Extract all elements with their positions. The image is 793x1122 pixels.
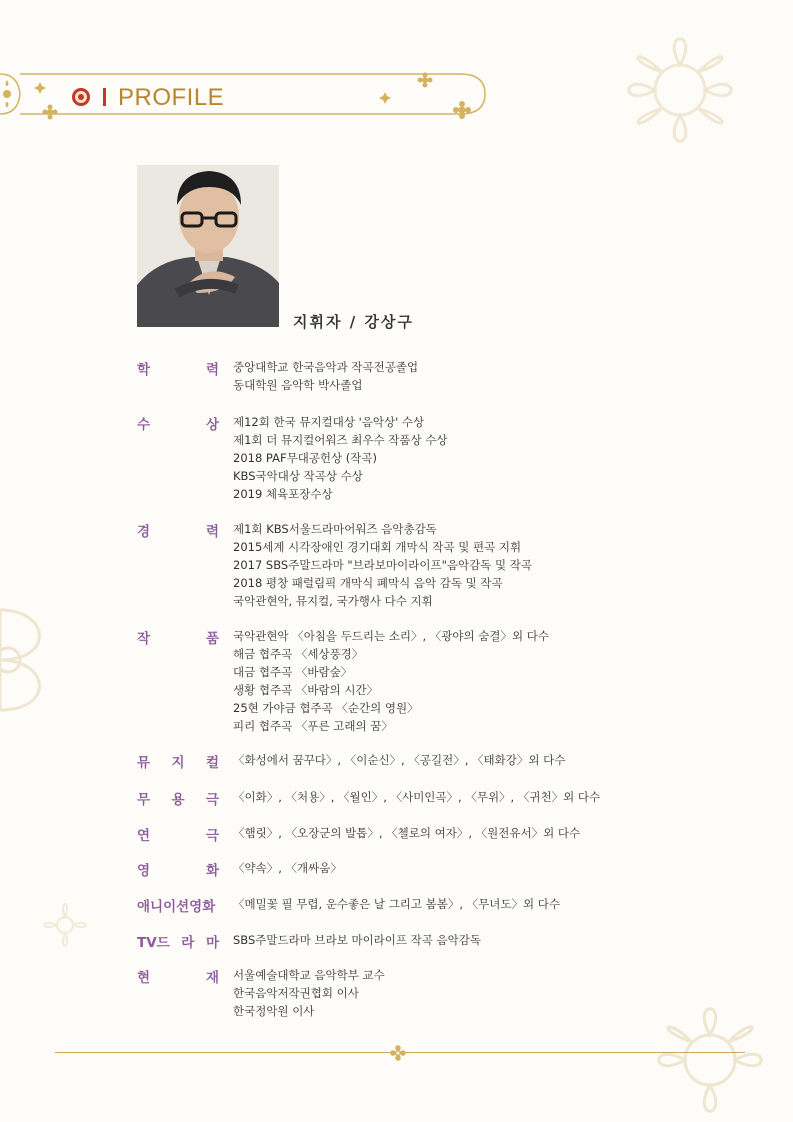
list-item: 해금 협주곡 〈세상풍경〉	[233, 647, 364, 661]
list-item: 한국정악원 이사	[233, 1004, 315, 1018]
list-item: 피리 협주곡 〈푸른 고래의 꿈〉	[233, 719, 393, 733]
background-flower-bottom-right	[600, 950, 793, 1122]
page-title: PROFILE	[118, 84, 225, 111]
list-item: 2018 PAF무대공헌상 (작곡)	[233, 451, 377, 465]
section-label: 현 재	[137, 970, 219, 986]
list-item: 25현 가야금 협주곡 〈순간의 영원〉	[233, 701, 419, 715]
background-flower-bottom-left	[30, 890, 100, 960]
list-item: SBS주말드라마 브라보 마이라이프 작곡 음악감독	[233, 933, 481, 947]
section-label: 뮤 지 컬	[137, 755, 219, 771]
section-label: 무 용 극	[137, 792, 219, 808]
list-item: 대금 협주곡 〈바람숲〉	[233, 665, 353, 679]
list-item: 국악관현악, 뮤지컬, 국가행사 다수 지휘	[233, 594, 433, 608]
flower-emblem-icon	[71, 87, 91, 107]
list-item: 제1회 KBS서울드라마어워즈 음악총감독	[233, 522, 437, 536]
section-label: 애니이션영화	[137, 899, 216, 915]
list-item: 〈메밀꽃 필 무렵, 운수좋은 날 그리고 봄봄〉, 〈무녀도〉외 다수	[233, 897, 560, 911]
list-item: KBS국악대상 작곡상 수상	[233, 469, 363, 483]
list-item: 〈화성에서 꿈꾸다〉, 〈이순신〉, 〈공길전〉, 〈태화강〉외 다수	[233, 753, 566, 767]
list-item: 국악관현악 〈아침을 두드리는 소리〉, 〈광야의 숨결〉외 다수	[233, 629, 549, 643]
list-item: 2019 체육포장수상	[233, 487, 333, 501]
list-item: 〈이화〉, 〈처용〉, 〈월인〉, 〈사미인곡〉, 〈무위〉, 〈귀천〉외 다수	[233, 790, 601, 804]
footer-flower-icon	[389, 1044, 407, 1062]
section-label: 학 력	[137, 362, 219, 378]
list-item: 2018 평창 패럴림픽 개막식 폐막식 음악 감독 및 작곡	[233, 576, 503, 590]
list-item: 생황 협주곡 〈바람의 시간〉	[233, 683, 379, 697]
section-label: 작 품	[137, 631, 219, 647]
title-accent-bar	[103, 88, 106, 106]
portrait-photo	[137, 165, 279, 327]
section-label: 수 상	[137, 417, 219, 433]
list-item: 한국음악저작권협회 이사	[233, 986, 359, 1000]
list-item: 중앙대학교 한국음악과 작곡전공졸업	[233, 360, 419, 374]
list-item: 동대학원 음악학 박사졸업	[233, 378, 363, 392]
list-item: 〈약속〉, 〈개싸움〉	[233, 861, 342, 875]
section-label: 경 력	[137, 524, 219, 540]
background-flower-left	[0, 590, 60, 730]
list-item: 제12회 한국 뮤지컬대상 '음악상' 수상	[233, 415, 425, 429]
section-label: 연 극	[137, 828, 219, 844]
section-label: TV드 라 마	[137, 935, 219, 951]
list-item: 2017 SBS주말드라마 "브라보마이라이프"음악감독 및 작곡	[233, 558, 532, 572]
section-label: 영 화	[137, 863, 219, 879]
background-flower-top-right	[565, 0, 793, 200]
conductor-name: 지휘자 / 강상구	[293, 313, 414, 331]
list-item: 제1회 더 뮤지컬어워즈 최우수 작품상 수상	[233, 433, 448, 447]
list-item: 〈햄릿〉, 〈오장군의 발톱〉, 〈첼로의 여자〉, 〈원전유서〉외 다수	[233, 826, 581, 840]
list-item: 2015세계 시각장애인 경기대회 개막식 작곡 및 편곡 지휘	[233, 540, 522, 554]
list-item: 서울예술대학교 음악학부 교수	[233, 968, 385, 982]
